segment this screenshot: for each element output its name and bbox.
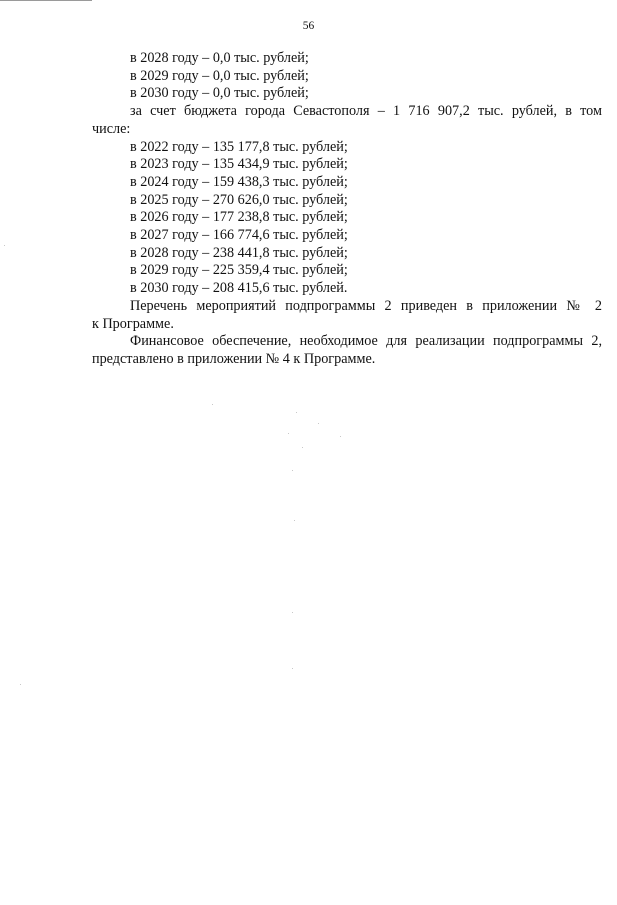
scan-edge-mark — [0, 0, 92, 1]
scan-speck — [20, 684, 21, 685]
finance-paragraph-line2: представлено в приложении № 4 к Программе. — [92, 350, 376, 367]
sevastopol-budget-total-line: за счет бюджета города Севастополя – 1 716 907,2 тыс. рублей, в том — [130, 103, 602, 120]
scan-speck — [302, 447, 303, 448]
budget-line-2025: в 2025 году – 270 626,0 тыс. рублей; — [130, 191, 348, 208]
scan-speck — [288, 433, 289, 434]
budget-line-2030: в 2030 году – 208 415,6 тыс. рублей. — [130, 280, 348, 297]
finance-paragraph-line1: Финансовое обеспечение, необходимое для реализации подпрограммы 2, — [130, 333, 602, 350]
budget-line-2028: в 2028 году – 238 441,8 тыс. рублей; — [130, 244, 348, 261]
scan-speck — [296, 412, 297, 413]
budget-line-2023: в 2023 году – 135 434,9 тыс. рублей; — [130, 156, 348, 173]
scan-speck — [292, 668, 293, 669]
budget-line-2027: в 2027 году – 166 774,6 тыс. рублей; — [130, 227, 348, 244]
scan-speck — [4, 245, 5, 246]
sevastopol-budget-total-continuation: числе: — [92, 120, 131, 137]
page-number: 56 — [302, 20, 315, 32]
scan-speck — [294, 520, 295, 521]
scan-speck — [292, 612, 293, 613]
scan-speck — [292, 470, 293, 471]
funding-line-2029-zero: в 2029 году – 0,0 тыс. рублей; — [130, 67, 309, 84]
funding-line-2030-zero: в 2030 году – 0,0 тыс. рублей; — [130, 85, 309, 102]
budget-line-2026: в 2026 году – 177 238,8 тыс. рублей; — [130, 209, 348, 226]
budget-line-2022: в 2022 году – 135 177,8 тыс. рублей; — [130, 138, 348, 155]
scan-speck — [340, 436, 341, 437]
measures-paragraph-line2: к Программе. — [92, 315, 174, 332]
budget-line-2029: в 2029 году – 225 359,4 тыс. рублей; — [130, 262, 348, 279]
budget-line-2024: в 2024 году – 159 438,3 тыс. рублей; — [130, 173, 348, 190]
measures-paragraph-line1: Перечень мероприятий подпрограммы 2 приведен в приложении № 2 — [130, 297, 602, 314]
scan-speck — [212, 404, 213, 405]
scan-speck — [318, 423, 319, 424]
document-body — [92, 50, 602, 369]
funding-line-2028-zero: в 2028 году – 0,0 тыс. рублей; — [130, 50, 309, 66]
